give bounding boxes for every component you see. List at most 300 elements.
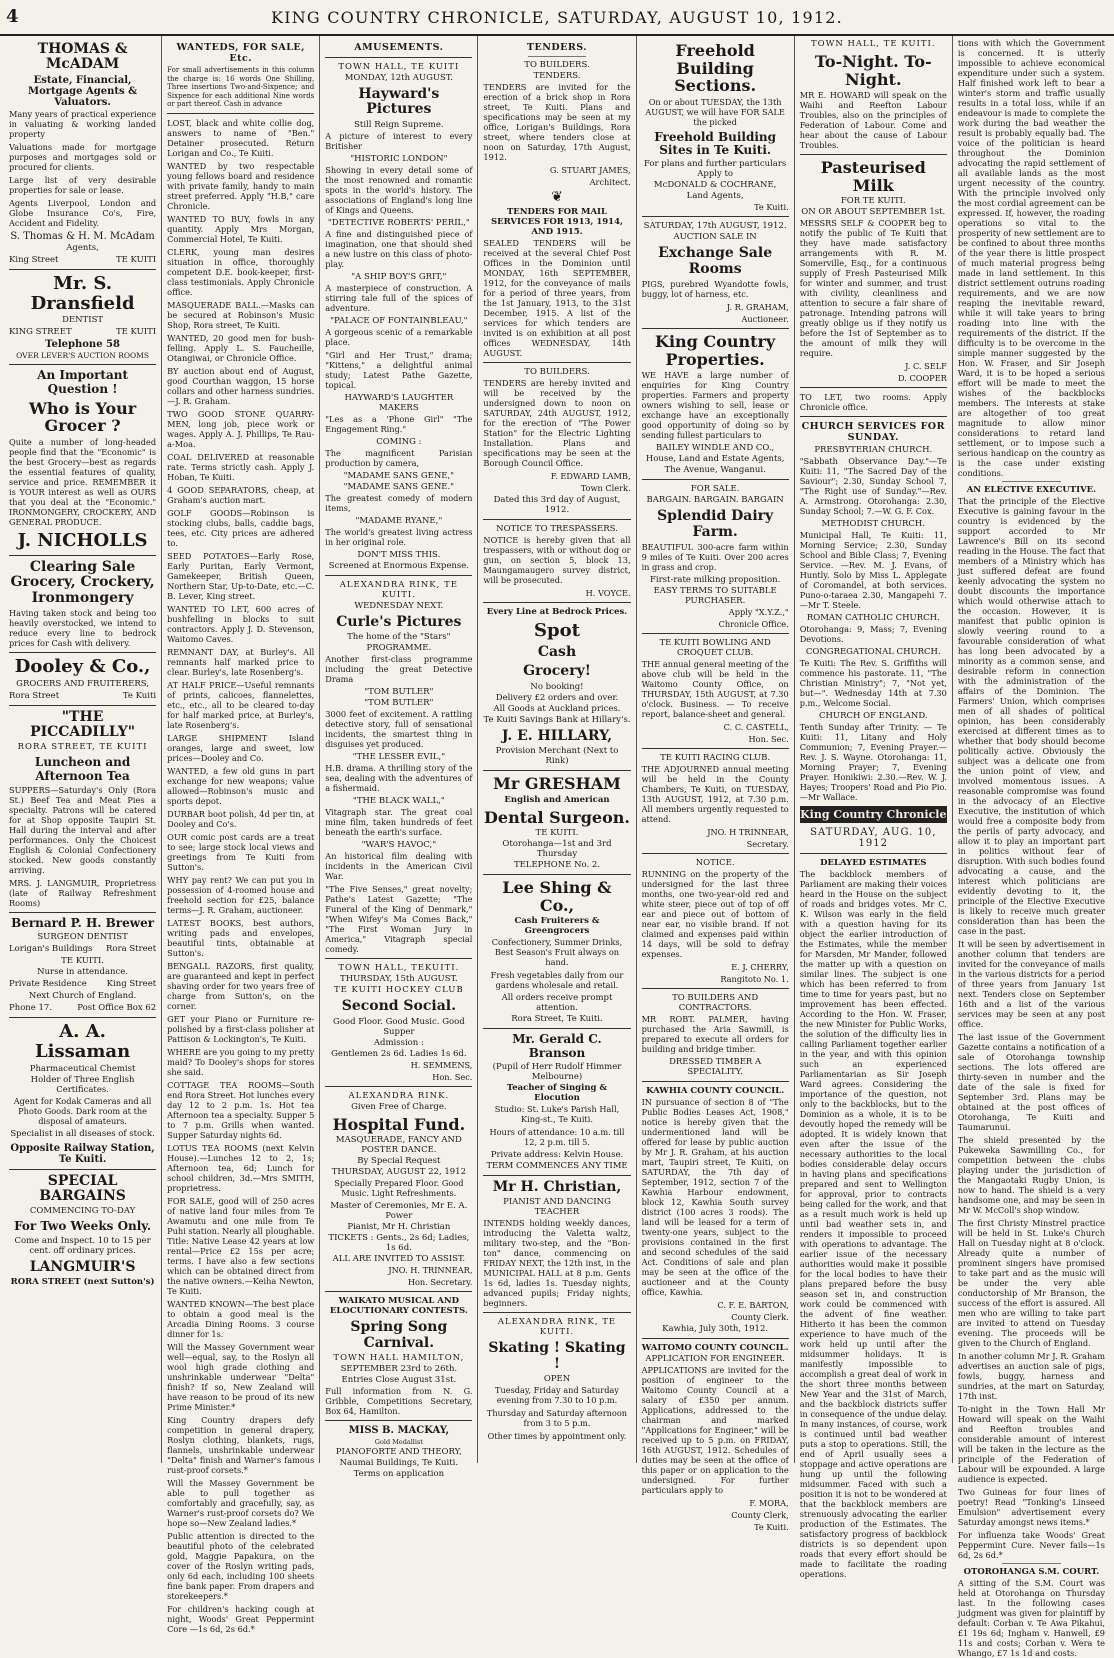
divider [800,387,947,388]
paragraph: A picture of interest to every Britisher [325,130,473,151]
paragraph: Hours of attendance: 10 a.m. till 12, 2 p.m. till 5. [489,1126,625,1147]
subheading: TE KUITI RACING CLUB. [660,752,771,763]
address-left: Private Residence [9,979,87,990]
divider [483,770,630,771]
divider [483,1312,630,1313]
classified-note: For small advertisements in this column the charge is: 16 words One Shilling, Three insertions Two-and-Sixpence; and Sixpence for each additional Nine words or part thereof. Cash in advance [167,66,315,109]
note: All Goods at Auckland prices. [493,703,621,714]
subheading: APPLICATION FOR ENGINEER. [645,1353,785,1364]
divider [642,988,789,989]
note: Nurse in attendance. [37,967,128,978]
paragraph: PIGS, purebred Wyandotte fowls, buggy, lot of harness, etc. [641,278,789,299]
event-title: Hospital Fund. [332,1114,466,1134]
classified-ad: DURBAR boot polish, 4d per tin, at Dooley and Co's. [167,808,315,829]
subheading: WAITOMO COUNTY COUNCIL. [641,1342,789,1353]
classified-ad: BY auction about end of August, good Courthan waggon, 15 horse collars and other harness sundries.—J. R. Graham. [167,365,315,406]
subheading: COMMENCING TO-DAY [29,1206,136,1217]
signature-title: Architect. [589,177,631,187]
venue: ALEXANDRA RINK, TE KUITI. [339,579,458,600]
headline: Spot [534,620,580,641]
paragraph: The magnificent Parisian production by camera, [325,447,473,468]
paragraph: On or about TUESDAY, the 13th AUGUST, we will have FOR SALE the picked [645,96,785,127]
signature: S. Thomas & H. M. McAdam [10,230,155,242]
signature-title: Town Clerk. [580,483,631,493]
subheading: TENDERS FOR MAIL SERVICES FOR 1913, 1914, AND 1915. [491,207,623,237]
crest-icon: ❦ [551,189,563,205]
paragraph: The greatest comedy of modern items, [325,492,473,513]
note: Specialist in all diseases of stock. [10,1128,155,1139]
divider [9,912,156,913]
store-name: J. NICHOLLS [17,529,148,551]
subheading: FOR SALE. [690,484,740,495]
chemist-name: A. A. Lissaman [34,1021,131,1062]
headline: Clearing Sale Grocery, Crockery, Ironmongery [10,558,155,606]
paragraph: Otorohanga: 9, Mass; 7, Evening Devotions. [799,624,947,645]
signature: C. F. E. BARTON, [717,1299,789,1310]
divider [9,269,156,270]
note: Come and Inspect. 10 to 15 per cent. off ordinary prices. [14,1235,151,1256]
address-right: TE KUITI [115,327,157,338]
agent-title: House, Land and Estate Agents, [645,454,785,465]
film-title: "WAR'S HAVOC," [361,840,437,851]
article-title: AN ELECTIVE EXECUTIVE. [966,485,1097,495]
subheading: PROGRAMME. [366,643,432,654]
divider [642,479,789,480]
paragraph: THE annual general meeting of the above club will be held in the Waitomo County Office, on THURSDAY, 15th AUGUST, at 7.30 o'clock. Business. — To receive report, balance-sheet and general. [641,658,789,719]
newspaper-nameplate: King Country Chronicle [800,808,947,822]
divider [800,416,947,417]
divider [642,328,789,329]
signature-title: Chronicle Office. [718,618,789,629]
divider [325,1086,472,1087]
agent-name: BAILEY WINDLE AND CO., [655,443,775,454]
divider [1002,1563,1061,1564]
subheading: TENDERS. [533,71,581,81]
signature-title: Rangitoto No. 1. [720,973,789,984]
agent-name: McDONALD & COCHRANE, [653,180,777,191]
subheading: TO BUILDERS. [524,60,590,70]
headline: King Country Properties. [655,331,776,369]
store-name: Dooley & Co., [14,655,151,677]
paragraph: Tuesday, Friday and Saturday evening from 7.30 to 10 p.m. [495,1384,619,1405]
date: THURSDAY, AUGUST 22, 1912 [331,1167,466,1178]
headline: Exchange Sale Rooms [658,245,773,277]
subheading: OPEN [543,1373,571,1384]
paragraph: "The Five Senses," great novelty; Pathe's Latest Gazette; "The Funeral of the King of Denmark," "When Wifey's Ma Comes Back," "The First Woman Jury in America," Vitagraph special comedy. [325,884,473,955]
dentist-desc: English and American [504,794,610,805]
divider [9,364,156,365]
paragraph: MESSRS SELF & COOPER beg to notify the public of Te Kuiti that they have made satisfactory arrangements with R. M. Somerville, Esq., for a continuous supply of Fresh Pasteurised Milk for winter and summer, and trust with civility, cleanliness and attention to secure a fair share of patronage. Intending patrons will greatly oblige us if they notify us before the 1st of September as to the amount of milk they will require. [799,218,947,359]
note: First-rate milking proposition. [649,574,781,585]
address-row [9,255,156,265]
town: TE KUITI. [61,956,104,967]
address-left: Rora Street [9,690,60,701]
paragraph: H.B. drama. A thrilling story of the sea, dealing with the adventures of a fishermaid. [325,763,473,794]
classified-ad: WANTED TO LET, 600 acres of bushfelling in blocks to suit contractors. Apply J. D. Stevenson, Waitomo Caves. [167,603,315,644]
club-name: TE KUITI HOCKEY CLUB [333,985,464,996]
venue: TOWN HALL HAMILTON, [333,1352,465,1363]
divider [325,958,472,959]
divider [483,1175,630,1176]
dentist-title: DENTIST [62,315,104,326]
address: Private address: Kelvin House. [490,1149,624,1160]
news-item: The last issue of the Government Gazette contains a notification of a sale of Otorohanga township sections. The lots offered are thirty-seven in number and the date of the sale is fixed for September 3rd. Plans may be obtained at the post offices of Otorohanga, Te Kuiti and Taumarunui. [957,1032,1105,1132]
note: Next Church of England. [28,991,137,1002]
divider [800,154,947,155]
divider [9,555,156,556]
divider [9,705,156,706]
prices: Gentlemen 2s 6d. Ladies 1s 6d. [331,1048,467,1059]
divider [642,633,789,634]
note: Te Kuiti Savings Bank at Hillary's. [483,714,631,725]
paragraph: A gorgeous scenic of a remarkable place. [325,326,473,347]
paragraph: Fresh vegetables daily from our gardens wholesale and retail. [490,970,624,991]
paragraph: Another first-class programme including the great Detective Drama [325,654,473,685]
section-header: AMUSEMENTS. [354,42,444,53]
classified-ad: BENGALL RAZORS, first quality, are guaranteed and kept in perfect shaving order for two years free of charge from Sutton's, on the corner. [167,960,315,1011]
article-body: The backblock members of Parliament are making their voices heard in the House on the subject of roads and bridges votes. Mr C. K. Wilson was early in the field with a question having for its object the earlier introduction of the Estimates, while the member for Marsden, Mr Mander, followed the matter up with a question on similar lines. The subject is one which has been referred to from time to time for years past, but no improvement has been effected. According to the Hon. W. Fraser, the new Minister for Public Works, the solution of the difficulty lies in calling Parliament together earlier in the year, and with this opinion such an experienced Parliamentarian as Sir Joseph Ward agrees. Considering the importance of the question, not only to the backblocks, but to the Dominion as a whole, it is to be devoutly hoped the remedy will be adopted. It is widely known that even after the issue of the necessary authorities to the local bodies considerable delay occurs in having plans and specifications prepared and sent to Wellington for approval, prior to contracts being called for the work, and that as a result much work is held up until bad weather sets in, and renders it impossible to proceed with operations to advantage. The earlier issue of the necessary authorities would make it possible for the local bodies to have their plans prepared before the busy season set in, and construction work could be commenced with the advent of fine weather. Hitherto it has been the common experience to have much of the work held up until after the midsummer holidays. It is manifestly impossible to accomplish a great deal of work in the short three months between New Year and the 31st of March, and the backblock districts suffer in consequence of the undue delay. In many instances, of course, work is continued until bad weather puts a stop to operations. Still, the end of April usually sees a stoppage and active operations are hung up until the following midsummer. Faced with such a position it is not to be wondered at that the backblock members are strenuously advocating the earlier production of the Estimates. The satisfactory progress of backblock districts is so dependent upon roads that every effort should be made to facilitate the roading operations. [799,869,947,1580]
signature-title: County Clerk, [731,1509,789,1520]
issue-date: SATURDAY, AUG. 10, 1912 [810,827,937,850]
column-2 [162,36,320,1634]
address-row [9,327,156,337]
paragraph: MR ROBT. PALMER, having purchased the Aria Sawmill, is prepared to execute all orders for building and bridge timber. [641,1013,789,1054]
section-header: CHURCH SERVICES FOR SUNDAY. [801,421,945,444]
paragraph: TENDERS are hereby invited and will be received by the undersigned down to noon on SATURDAY, 24th AUGUST, 1912, for the erection of "The Power Station" for the Electric Lighting Installation. Plans and specifications may be seen at the Borough Council Office. [483,378,631,468]
film-title: "TOM BUTLER" [364,698,434,709]
signature: Apply "X.Y.Z.," [728,606,789,617]
date: SEPTEMBER 23rd to 26th. [340,1363,458,1374]
classified-ad: WANTED by two respectable young fellows board and residence with private family, handy to main street preferred. Apply "H.B," care Chronicle. [167,160,315,211]
film-title: "THE BLACK WALL," [352,796,445,807]
subheading: NOTICE TO TRESPASSERS. [496,524,618,534]
paragraph: SEALED TENDERS will be received at the several Chief Post Offices in the Dominion until MONDAY, 16th SEPTEMBER, 1912, for the conveyance of mails for a period of three years, from the 1st January, 1913, to the 31st December, 1915. A list of the services for which tenders are invited is on exhibition at all post offices WEDNESDAY, 14th AUGUST. [483,238,631,358]
signature-title: Hon. Sec. [748,733,789,744]
divider [642,216,789,217]
show-title: Curle's Pictures [336,613,462,630]
divider [483,602,630,603]
divider [642,853,789,854]
telephone: Telephone 58 [45,339,120,351]
film-title: "MADAME SANS GENE," [343,470,455,481]
headline: Who is Your Grocer ? [28,398,137,436]
subheading: FOR TE KUITI. [840,196,906,207]
teacher-name: Mr H. Christian, [492,1178,622,1195]
paragraph: Vitagraph star. The great coal mine film, taken hundreds of feet beneath the earth's surface. [325,807,473,838]
classified-ad: CLERK, young man desires situation in office, thoroughly competent D.E. book-keeper, first-class testimonials. Apply Chronicle office. [167,246,315,297]
subheading: EASY TERMS TO SUITABLE PURCHASER. [653,585,777,606]
address-left: Lorigan's Buildings [9,944,93,955]
address-row [9,944,156,954]
store-name: J. E. HILLARY, [501,727,613,744]
address-row [9,979,156,989]
subheading: PIANIST AND DANCING TEACHER [503,1197,611,1218]
subheading: MASQUERADE, FANCY AND POSTER DANCE. [335,1135,462,1156]
headline: Grocery! [523,663,591,680]
signature: J. R. GRAHAM, [726,301,789,312]
classified-ad: LATEST BOOKS, best authors, writing pads and envelopes, beautiful tints, obtainable at Sutton's. [167,917,315,958]
paragraph: Having taken stock and being too heavily overstocked, we intend to reduce every line to bedrock prices for Cash with delivery. [9,607,157,648]
classified-ad: COAL DELIVERED at reasonable rate. Terms strictly cash. Apply J. Hoban, Te Kuiti. [167,451,315,482]
paragraph: "Girl and Her Trust," drama; "Kittens," a delightful animal study; Latest Pathe Gazette, topical. [325,349,473,390]
divider [1002,481,1061,482]
divider [483,519,630,520]
divider [325,575,472,576]
teacher-name: MISS B. MACKAY, [348,1424,450,1436]
paragraph: "Sabbath Observance Day."—Te Kuiti: 11, "The Sacred Day of the Saviour"; 2.30, Sunday School 7, "The Right use of Sunday."—Rev. A. Armstrong. Otorohanga: 2.30, Sunday School; 7.—W. G. F. Cox. [799,456,947,517]
paragraph: Tenth Sunday after Trinity. — Te Kuiti: 11, Litany and Holy Communion; 7, Evening Prayer.—Rev. J. S. Wayne. Otorohanga: 11, Morning Prayer; 7, Evening Prayer. Honikiwi: 2.30.—Rev. W. J. Hayes; Troopers' Road and Pio Pio.—Mr Wallace. [799,722,947,803]
film-title: "MADAME RYANE," [355,515,443,526]
address-left: KING STREET [9,327,72,338]
agent-title: Land Agents, [686,191,744,202]
store-name: Lee Shing & Co., [502,878,612,915]
town: TE KUITI. [535,828,579,839]
film-title: "HISTORIC LONDON" [350,153,448,164]
classified-ad: COTTAGE TEA ROOMS—South end Rora Street. Hot lunches every day 12 to 2 p.m. 1s. Hot tea Afternoon tea a specialty. Supper 5 to 7 p.m. Grills when wanted. Supper Saturday nights 6d. [167,1079,315,1140]
tagline: Screened at Enormous Expense. [328,560,469,571]
address: Naumai Buildings, Te Kuiti. [339,1457,459,1468]
store-name: "THE PICCADILLY" [30,708,136,741]
note: Pianist, Mr H. Christian [347,1222,451,1233]
address: The Avenue, Wanganui. [664,465,766,476]
event-title: Spring Song Carnival. [350,1319,448,1351]
signature: JNO. H TRINNEAR, [707,826,789,837]
article-title: OTOROHANGA S.M. COURT. [963,1567,1100,1577]
divider [642,748,789,749]
masthead [0,0,1114,36]
film-title: "THE LESSER EVIL," [352,752,446,763]
chemist-title: Pharmaceutical Chemist [29,1063,136,1074]
column-3 [320,36,478,1479]
news-item: It will be seen by advertisement in another column that tenders are invited for the conveyance of mails in the various districts for a period of three years from January 1st next. Tenders close on September 16th and a list of the various services may be seen at any post office. [957,939,1105,1029]
column-5 [637,36,795,1532]
paragraph: Municipal Hall, Te Kuiti: 11, Morning Service; 2.30, Sunday School and Bible Class; 7, Evening Service. —Rev. M. J. Evans, of Huntly. Solo by Miss L. Applegate of Coromandel, at both services. Puno-o-taraea 2.30, Mangapehi 7.—Mr T. Steele. [799,530,947,611]
film-title: "MADAME SANS GENE." [343,481,455,492]
classified-ad: FOR SALE, good will of 250 acres of native land four miles from Te Awamutu and one mile from Te Puhi station. Nearly all ploughable. Title: Native Lease 42 years at low rental—Price £2 15s per acre; terms. I have also a few sections which can be obtained direct from the native owners.—Keiha Newton, Te Kuiti. [167,1195,315,1296]
paragraph: Full information from N. G. Gribble, Competitions Secretary, Box 64, Hamilton. [325,1385,473,1416]
headline: Pasteurised Milk [820,158,926,195]
address-row [9,1003,156,1013]
classified-ad: For children's hacking cough at night, Woods' Great Peppermint Core —1s 6d, 2s 6d.* [167,1603,315,1634]
classified-list [167,118,314,1634]
dentist-name: Mr GRESHAM [493,773,621,793]
signature-title: Hon. Sec. [432,1071,473,1082]
columns [4,36,1110,1658]
classified-ad: WANTED TO BUY, fowls in any quantity. Apply Mrs Morgan, Commercial Hotel, Te Kuiti. [167,213,315,244]
subheading: TO BUILDERS. [524,367,590,377]
venue: TOWN HALL, TE KUITI [338,62,460,72]
classified-ad: REMNANT DAY, at Burley's. All remnants half marked price to clear. Burley's, late Rosenberg's. [167,646,315,677]
classified-ad: OUR comic post cards are a treat to see; large stock local views and greetings from Te Kuiti from Sutton's. [167,831,315,872]
classified-ad: MASQUERADE BALL.—Masks can be secured at Robinson's Music Shop, Rora street, Te Kuiti. [167,299,315,330]
subheading: PIANOFORTE AND THEORY, [335,1446,462,1457]
event-title: Second Social. [341,998,456,1015]
dentist-name: Mr. S. Dransfield [30,272,135,314]
paragraph: IN pursuance of section 8 of "The Public Bodies Leases Act, 1908," notice is hereby given that the undermentioned land will be offered for lease by public auction by Mr J. R. Graham, at his auction mart, Taupiri street, Te Kuiti, on SATURDAY, the 7th day of September, 1912, section 7 of the Kawhia Harbour endowment, block 12, Kawhia South survey district (100 acres 3 roods). The land will be leased for a term of twenty-one years, subject to the provisions contained in the first and second schedules of the said Act. Conditions of sale and plan may be seen at the office of the auctioneer and at the County office, Kawhia. [641,1096,789,1297]
date: SATURDAY, 17th AUGUST, 1912. [643,221,787,232]
note: Terms on application [353,1468,445,1479]
subheading: KAWHIA COUNTY COUNCIL. [646,1085,785,1096]
paragraph: Specially Prepared Floor. Good Music. Light Refreshments. [334,1178,464,1199]
tagline: Still Reign Supreme. [354,119,444,130]
classified-ad: LARGE SHIPMENT Island oranges, large and sweet, low prices—Dooley and Co. [167,732,315,763]
paragraph: THE ADJOURNED annual meeting will be held in the County Chambers, Te Kuiti, on TUESDAY, 13th AUGUST, 1912, at 7.30 p.m. All members urgently requested to attend. [641,763,789,824]
divider [483,362,630,363]
page-number: 4 [6,6,19,27]
church-name: CONGREGATIONAL CHURCH. [805,647,941,658]
firm-name: THOMAS & McADAM [37,41,128,73]
note: Master of Ceremonies, Mr E. A. Power [330,1201,468,1222]
column-4 [478,36,636,1463]
paragraph: INTENDS holding weekly dances, introducing the Valetta waltz, military two-step, and the "Bon-ton" dance, commencing on FRIDAY NEXT, the 12th inst, in the MUNICIPAL HALL at 8 p.m. Gents 1s 6d, ladies 1s. Tuesday nights, advanced pupils; Friday nights, beginners. [483,1218,631,1309]
subheading: DRESSED TIMBER A SPECIALITY. [669,1056,762,1077]
paragraph: MR E. HOWARD will speak on the Waihi and Reefton Labour Troubles, also on the principles of Federation of Labour. Come and hear about the cause of Labour Troubles. [799,90,947,151]
teacher-name: Mr. Gerald C. Branson [512,1032,602,1060]
paragraph: TENDERS are invited for the erection of a brick shop in Rora street, Te Kuiti. Plans and specifications may be seen at my office, Lorigan's Buildings, Rora street, where tenders close at noon on Saturday, 17th August, 1912. [483,82,631,162]
article-body: A sitting of the S.M. Court was held at Otorohanga on Thursday last. In the following cases judgment was given for plaintiff by default: Corban v. Te Awa Pikahui, £1 19s 6d; Ingham v. Hanwell, £9 11s and costs; Corban v. Wera te Whango, £7 1s 1d and costs. [957,1578,1105,1658]
headline: To-Night. To-Night. [814,52,932,89]
newspaper-title: KING COUNTRY CHRONICLE, SATURDAY, AUGUST 10, 1912. [271,8,843,27]
headline: Freehold Building Sections. [674,41,757,96]
venue: ALEXANDRA RINK. [348,1090,450,1101]
address-right: King Street [106,979,157,990]
headline: Freehold Building Sites in Te Kuiti. [654,129,777,157]
subheading: DON'T MISS THIS. [357,549,441,560]
film-title: "DETECTIVE ROBERTS' PERIL," [327,217,470,228]
note: Otorohanga—1st and 3rd Thursday [502,839,612,860]
paragraph: Large list of very desirable properties for sale or lease. [9,174,157,195]
dentist-title: SURGEON DENTIST [37,932,128,943]
divider [325,1420,472,1421]
subheading: Admission : [373,1037,424,1048]
news-item: For influenza take Woods' Great Peppermint Cure. Never fails—1s 6d, 2s 6d.* [957,1530,1105,1560]
divider [800,853,947,854]
date: Dated this 3rd day of August, 1912. [493,495,621,515]
date: ON OR ABOUT SEPTEMBER 1st. [801,207,946,218]
column-6 [795,36,953,1580]
paragraph: Studio: St. Luke's Parish Hall, King-st., Te Kuiti. [494,1103,620,1124]
classified-ad: TWO GOOD STONE QUARRY-MEN, long job, piece work or wages. Apply A. J. Phillips, Te Rau-a-Moa. [167,408,315,449]
subheading: WAIKATO MUSICAL AND ELOCUTIONARY CONTESTS. [329,1296,468,1317]
subheading: For Two Weeks Only. [14,1219,152,1234]
paragraph: Agents Liverpool, London and Globe Insurance Co's, Fire, Accident and Fidelity. [9,197,157,228]
address-row [9,691,156,701]
subheading: TO BUILDERS AND CONTRACTORS. [672,992,759,1013]
paragraph: Thursday and Saturday afternoon from 3 to 5 p.m. [486,1407,628,1428]
classified-ad: WANTED, 20 good men for bush-felling. Apply L. S. Faucheille, Otangiwai, or Chronicle Office. [167,332,315,363]
article-body: tions with which the Government is concerned. It is utterly impossible to achieve economical expenditure under such a system. Half finished work left to bear a winter's storm and traffic usually results in a total loss, while if an endeavour is made to complete the work during the bad weather the result is probably equally bad. The voice of the politician is heard throughout the Dominion advocating the rapid settlement of all available lands as the most urgent necessity of the country. With the principle involved only the most cordial agreement can be expressed. If, however, the roading operations so vital to the prosperity of new settlement are to be confined to about three months of the year there is little prospect of much material progress being made in land settlement. In this district settlement outruns roading requirements, and we are now reaping the inevitable reward, while it will take years to bring roading into line with the requirements of the district. If the difficulty is to be overcome in the simple manner suggested by the Hon. W. Fraser, and Sir Joseph Ward, it is to be hoped a serious effort will be made to meet the wishes of the backblocks members. The interests at stake are altogether of too great magnitude to allow minor considerations to retard land settlement, or to impose such a serious handicap on the country as is the case under existing conditions. [957,38,1105,478]
signature: C. C. CASTELL, [723,721,789,732]
church-name: METHODIST CHURCH. [821,519,925,530]
address-left: King Street [9,254,59,265]
divider [528,56,587,57]
note: Gold Medallist [374,1437,423,1446]
store-desc: Provision Merchant (Next to Rink) [495,745,619,766]
town: Te Kuiti. [754,202,789,213]
signature-title: Auctioneer. [741,313,789,324]
paragraph: The world's greatest living actress in her original role. [325,526,473,547]
divider [642,1338,789,1339]
town: Te Kuiti. [754,1521,789,1532]
date: THURSDAY, 15th AUGUST. [340,974,458,985]
church-name: ROMAN CATHOLIC CHURCH. [806,613,940,624]
store-address: RORA STREET, TE KUITI [17,742,148,753]
signature-title: Secretary. [746,838,789,849]
film-title: "PALACE OF FONTAINBLEAU," [330,315,468,326]
store-desc: Cash Fruiterers & Greengrocers [514,916,600,937]
column-7 [953,36,1110,1658]
divider [483,1028,630,1029]
paragraph: Agent for Kodak Cameras and all Photo Goods. Dark room at the disposal of amateurs. [13,1095,152,1126]
note: ALL ARE INVITED TO ASSIST. [332,1254,466,1265]
divider [9,1017,156,1018]
note: (Pupil of Herr Rudolf Himmer Melbourne) [492,1061,622,1082]
headline: Cash [537,643,577,660]
divider [483,874,630,875]
signature: H. SEMMENS, [410,1059,473,1070]
classified-ad: WHERE are you going to my pretty maid? To Dooley's shops for stores she said. [167,1046,315,1077]
classified-ad: LOST, black and white collie dog, answers to name of "Ben." Detainer prosecuted. Return Lorigan and Co., Te Kuiti. [167,117,315,158]
paragraph: RUNNING on the property of the undersigned for the last three months, one two-year-old red and white steer, piece out of top of off ear and piece out of bottom of near ear, no visible brand. If not claimed and expenses paid within 14 days, will be sold to defray expenses. [641,868,789,959]
subheading: Every Line at Bedrock Prices. [486,607,628,617]
tagline: Given Free of Charge. [351,1101,447,1112]
subheading: TE KUITI BOWLING AND CROQUET CLUB. [659,637,771,658]
date: MONDAY, 12th AUGUST. [344,73,453,83]
address-left: Phone 17. [9,1003,53,1014]
paragraph: NOTICE is hereby given that all trespassers, with or without dog or gun, on section 5, block 13, Maungamaugero survey district, will be prosecuted. [483,535,631,585]
classified-ad: Will the Massey Government wear well—equal, say, to the Roslyn all wool high grade clothing and unshrinkable underwear "Delta" finish? If so, New Zealand will have reason to be proud of its new Prime Minister.* [167,1341,315,1412]
column-1 [4,36,162,1463]
subheading: AUCTION SALE IN [673,232,757,243]
paragraph: Valuations made for mortgage purposes and mortgages sold or procured for clients. [9,141,157,172]
address-right: TE KUITI [115,254,157,265]
classified-ad: 4 GOOD SEPARATORS, cheap, at Graham's auction mart. [167,484,315,505]
signature-title: Agents, [66,242,99,253]
news-item: In another column Mr J. R. Graham advertises an auction sale of pigs, fowls, buggy, harness and sundries, at the mart on Saturday, 17th inst. [957,1351,1105,1401]
tagline: Good Floor. Good Music. Good Supper [333,1016,465,1037]
note: By Special Request [357,1156,441,1167]
venue: TOWN HALL, TE KUITI. [810,39,936,49]
classified-ad: GOLF GOODS—Robinson is stocking clubs, balls, caddie bags, tees, etc. City prices are adhered to. [167,507,315,548]
paragraph: Showing in every detail some of the most renowned and romantic spots in the world's history. The associations of England's long line of Kings and Queens. [325,164,473,215]
classified-ad: SEED POTATOES—Early Rose, Early Puritan, Early Vermont, Gamekeeper, British Queen, Northern Star, Up-to-Date, etc.—C. B. Lever, King street. [167,550,315,601]
news-item: The shield presented by the Pukeweka Sawmilling Co., for competition between the clubs playing under the jurisdiction of the Mangaotaki Rugby Union, is now to hand. The shield is a very handsome one, and may be seen in Mr W. McColl's shop window. [957,1135,1105,1215]
signature: G. STUART JAMES, [549,165,631,175]
paragraph: MRS. J. LANGMUIR, Proprietress (late of Railway Refreshment Rooms) [9,877,157,908]
dentist-title: Dental Surgeon. [484,807,630,827]
address-right: Post Office Box 62 [77,1003,157,1014]
church-name: CHURCH OF ENGLAND. [819,711,928,722]
location-note: OVER LEVER'S AUCTION ROOMS [16,351,149,361]
film-title: "A SHIP BOY'S GRIT," [351,271,447,282]
date: WEDNESDAY NEXT. [354,600,444,611]
prices: TICKETS : Gents., 2s 6d; Ladies, 1s 6d. [328,1233,470,1254]
paragraph: BEAUTIFUL 300-acre farm within 9 miles of Te Kuiti. Over 200 acres in grass and crop. [641,541,789,572]
note: Holder of Three English Certificates. [30,1074,135,1095]
classified-ad: WANTED KNOWN—The best place to obtain a good meal is the Arcadia Dining Rooms. 3 course dinner for 1s. [167,1298,315,1339]
classified-ad: Will the Massey Government be able to pull together as comfortably and gracefully, say, as Warner's rust-proof corsets do? We hope so—New Zealand ladies.* [167,1477,315,1528]
paragraph: SUPPERS—Saturday's Only (Rora St.) Beef Tea and Meat Pies a specialty. Patrons will be catered for at Shop opposite Taupiri St. Hall during the interval and after performances. Only the Choicest English & Colonial Confectionery stocked. New goods constantly arriving. [9,784,157,875]
subheading: Teacher of Singing & Elocution [506,1082,608,1103]
paragraph: Confectionery, Summer Drinks, Best Season's Fruit always on hand. [491,937,623,968]
paragraph: APPLICATIONS are invited for the position of engineer to the Waitomo County Council at a salary of £350 per annum. Applications, addressed to the chairman and marked "Applications for Engineer," will be received up to 5 p.m. on FRIDAY, 16th AUGUST, 1912. Schedules of duties may be seen at the office of this paper or on application to the undersigned. For further particulars apply to [641,1364,789,1495]
divider [642,1081,789,1082]
store-address: RORA STREET (next Sutton's) [10,1277,155,1287]
dentist-name: Bernard P. H. Brewer [11,915,155,930]
firm-desc: Estate, Financial, Mortgage Agents & Valuators. [28,74,138,108]
paragraph: "Les as a 'Phone Girl" "The Engagement Ring." [325,413,473,434]
address-right: Rora Street [106,944,157,955]
